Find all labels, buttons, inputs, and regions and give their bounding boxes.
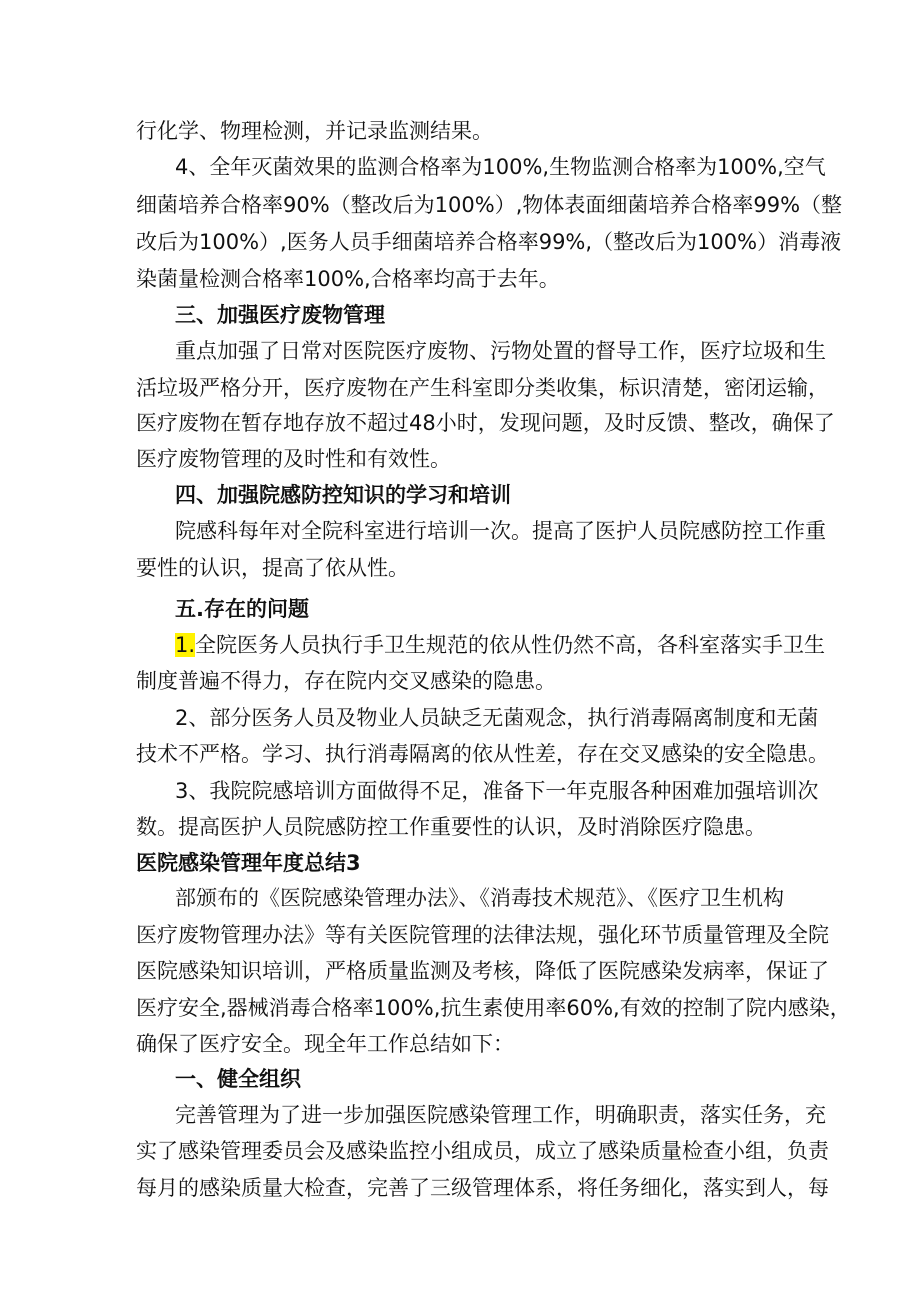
paragraph-line: 医院感染知识培训，严格质量监测及考核，降低了医院感染发病率，保证了	[136, 959, 829, 983]
paragraph-line: 染菌量检测合格率100%,合格率均高于去年。	[136, 267, 560, 291]
paragraph-line: 制度普遍不得力，存在院内交叉感染的隐患。	[136, 669, 556, 693]
paragraph-text: 全院医务人员执行手卫生规范的依从性仍然不高，各科室落实手卫生	[195, 633, 826, 657]
paragraph-line: 医疗废物在暂存地存放不超过48小时，发现问题，及时反馈、整改，确保了	[136, 411, 835, 435]
section-heading-organization: 一、健全组织	[175, 1067, 301, 1091]
section-heading-problems: 五.存在的问题	[175, 597, 309, 621]
paragraph-line: 数。提高医护人员院感防控工作重要性的认识，及时消除医疗隐患。	[136, 815, 766, 839]
paragraph-line: 医疗废物管理的及时性和有效性。	[136, 447, 451, 471]
paragraph-line: 3、我院院感培训方面做得不足，准备下一年克服各种困难加强培训次	[175, 779, 819, 803]
paragraph-line: 技术不严格。学习、执行消毒隔离的依从性差，存在交叉感染的安全隐患。	[136, 742, 829, 766]
section-heading-medical-waste: 三、加强医疗废物管理	[175, 303, 385, 327]
paragraph-line: 部颁布的《医院感染管理办法》、《消毒技术规范》、《医疗卫生机构	[175, 886, 784, 910]
paragraph-line: 院感科每年对全院科室进行培训一次。提高了医护人员院感防控工作重	[175, 519, 826, 543]
highlighted-number: 1.	[175, 633, 196, 657]
paragraph-line: 确保了医疗安全。现全年工作总结如下：	[136, 1032, 514, 1056]
paragraph-line: 完善管理为了进一步加强医院感染管理工作，明确职责，落实任务，充	[175, 1103, 826, 1127]
paragraph-line: 医疗安全,器械消毒合格率100%,抗生素使用率60%,有效的控制了院内感染，	[136, 996, 851, 1020]
paragraph-line: 活垃圾严格分开，医疗废物在产生科室即分类收集，标识清楚，密闭运输，	[136, 376, 829, 400]
paragraph-line: 2、部分医务人员及物业人员缺乏无菌观念，执行消毒隔离制度和无菌	[175, 706, 819, 730]
paragraph-line: 行化学、物理检测，并记录监测结果。	[136, 119, 493, 143]
paragraph-line: 每月的感染质量大检查，完善了三级管理体系，将任务细化，落实到人，每	[136, 1176, 829, 1200]
paragraph-line: 医疗废物管理办法》等有关医院管理的法律法规，强化环节质量管理及全院	[136, 923, 829, 947]
paragraph-line: 改后为100%）,医务人员手细菌培养合格率99%,（整改后为100%）消毒液	[136, 230, 842, 254]
section-heading-training: 四、加强院感防控知识的学习和培训	[175, 483, 511, 507]
paragraph-line	[175, 632, 825, 658]
paragraph-line: 要性的认识，提高了依从性。	[136, 556, 409, 580]
paragraph-line: 细菌培养合格率90%（整改后为100%）,物体表面细菌培养合格率99%（整	[136, 193, 843, 217]
document-subtitle: 医院感染管理年度总结3	[136, 851, 361, 875]
paragraph-line: 4、全年灭菌效果的监测合格率为100%,生物监测合格率为100%,空气	[175, 155, 826, 179]
paragraph-line: 重点加强了日常对医院医疗废物、污物处置的督导工作，医疗垃圾和生	[175, 339, 826, 363]
paragraph-line: 实了感染管理委员会及感染监控小组成员，成立了感染质量检查小组，负责	[136, 1139, 829, 1163]
